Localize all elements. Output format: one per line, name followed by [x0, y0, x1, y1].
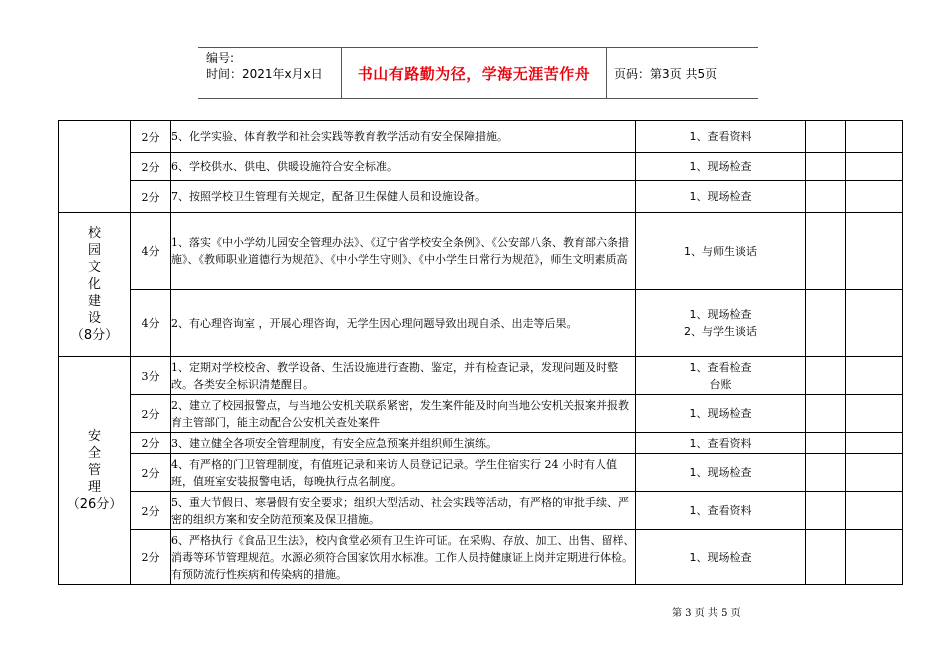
score-cell: 2分	[131, 121, 171, 153]
category-points: （8分）	[70, 328, 119, 343]
table-row	[59, 121, 903, 153]
document-time-label: 时间：2021年x月x日	[206, 67, 323, 81]
method-cell	[636, 153, 806, 181]
method-line: 1、现场检查	[689, 550, 752, 564]
method-line: 1、现场检查	[689, 160, 752, 173]
method-cell	[636, 121, 806, 153]
header-motto: 书山有路勤为径，学海无涯苦作舟	[357, 65, 591, 83]
category-char: 园	[87, 243, 101, 258]
category-char: 安	[87, 429, 101, 444]
method-cell	[636, 454, 806, 492]
page-footer: 第 3 页 共 5 页	[672, 608, 741, 619]
score-cell: 4分	[131, 290, 171, 357]
score-cell: 2分	[131, 454, 171, 492]
method-cell	[636, 357, 806, 395]
method-cell	[636, 492, 806, 530]
blank-cell	[846, 181, 903, 213]
category-char: 文	[87, 260, 101, 275]
blank-cell	[806, 454, 846, 492]
method-cell	[636, 433, 806, 454]
content-cell: 5、重大节假日、寒暑假有安全要求；组织大型活动、社会实践等活动，有严格的审批手续、严密的组织方案和安全防范预案及保卫措施。	[171, 492, 636, 530]
content-cell: 5、化学实验、体育教学和社会实践等教育教学活动有安全保障措施。	[171, 121, 636, 153]
content-cell: 4、有严格的门卫管理制度，有值班记录和来访人员登记记录。学生住宿实行 24 小时有人值班，值班室安装报警电话，每晚执行点名制度。	[171, 454, 636, 492]
blank-cell	[846, 433, 903, 454]
method-line: 1、查看资料	[689, 130, 752, 143]
category-char: 设	[87, 311, 101, 326]
blank-cell	[846, 290, 903, 357]
blank-cell	[846, 395, 903, 433]
header-divider	[606, 48, 607, 98]
content-cell: 3、建立健全各项安全管理制度，有安全应急预案并组织师生演练。	[171, 433, 636, 454]
header-meta	[206, 50, 323, 82]
category-char: 管	[87, 463, 101, 478]
table-row	[59, 181, 903, 213]
score-cell: 2分	[131, 153, 171, 181]
page-header	[198, 47, 758, 99]
score-cell: 2分	[131, 395, 171, 433]
category-char: 全	[87, 446, 101, 461]
score-cell: 2分	[131, 181, 171, 213]
blank-cell	[846, 153, 903, 181]
score-cell: 4分	[131, 213, 171, 290]
score-cell: 2分	[131, 530, 171, 585]
blank-cell	[806, 492, 846, 530]
method-line: 1、现场检查	[689, 407, 752, 420]
category-cell-empty	[59, 121, 131, 213]
score-cell: 2分	[131, 492, 171, 530]
method-cell	[636, 213, 806, 290]
blank-cell	[806, 121, 846, 153]
content-cell: 1、落实《中小学幼儿园安全管理办法》、《辽宁省学校安全条例》、《公安部八条、教育部六条措施》、《教师职业道德行为规范》、《中小学生守则》、《中小学生日常行为规范》，师生文明素质高	[171, 213, 636, 290]
content-cell: 1、定期对学校校舍、教学设备、生活设施进行查勘、鉴定，并有检查记录，发现问题及时整改。各类安全标识清楚醒目。	[171, 357, 636, 395]
category-char: 理	[87, 480, 101, 495]
table-row	[59, 530, 903, 585]
content-cell: 2、有心理咨询室 ，开展心理咨询，无学生因心理问题导致出现自杀、出走等后果。	[171, 290, 636, 357]
blank-cell	[846, 454, 903, 492]
method-line: 1、现场检查	[689, 308, 752, 321]
method-line: 2、与学生谈话	[684, 325, 757, 338]
document-number-label: 编号:	[206, 51, 235, 65]
header-page-code: 页码：第3页 共5页	[614, 67, 718, 81]
content-cell: 6、严格执行《食品卫生法》，校内食堂必须有卫生许可证。在采购、存放、加工、出售、留样、消毒等环节管理规范。水源必须符合国家饮用水标准。工作人员持健康证上岗并定期进行体检。有预防流行性疾病和传染病的措施。	[171, 530, 636, 585]
method-line: 台账	[709, 377, 732, 391]
method-line: 1、现场检查	[689, 190, 752, 203]
blank-cell	[846, 213, 903, 290]
score-cell: 2分	[131, 433, 171, 454]
table-row	[59, 153, 903, 181]
blank-cell	[806, 357, 846, 395]
category-char: 建	[87, 294, 101, 309]
category-char: 化	[87, 277, 101, 292]
table-row	[59, 492, 903, 530]
table-row	[59, 290, 903, 357]
blank-cell	[806, 213, 846, 290]
method-line: 1、查看资料	[689, 504, 752, 517]
score-cell: 3分	[131, 357, 171, 395]
table-row	[59, 433, 903, 454]
blank-cell	[806, 181, 846, 213]
category-char: 校	[87, 226, 101, 241]
content-cell: 6、学校供水、供电、供暖设施符合安全标准。	[171, 153, 636, 181]
method-cell	[636, 290, 806, 357]
category-cell-campus-culture	[59, 213, 131, 357]
blank-cell	[846, 530, 903, 585]
table-row	[59, 395, 903, 433]
evaluation-table	[58, 120, 903, 585]
table-row	[59, 357, 903, 395]
table-row	[59, 454, 903, 492]
table-row	[59, 213, 903, 290]
blank-cell	[806, 433, 846, 454]
method-line: 1、现场检查	[689, 466, 752, 479]
category-points: （26分）	[66, 497, 123, 512]
content-cell: 7、按照学校卫生管理有关规定，配备卫生保健人员和设施设备。	[171, 181, 636, 213]
blank-cell	[806, 395, 846, 433]
blank-cell	[846, 121, 903, 153]
blank-cell	[846, 357, 903, 395]
method-cell	[636, 181, 806, 213]
method-cell	[636, 530, 806, 585]
blank-cell	[806, 530, 846, 585]
blank-cell	[846, 492, 903, 530]
method-line: 1、查看资料	[689, 436, 752, 450]
blank-cell	[806, 290, 846, 357]
method-line: 1、查看检查	[689, 360, 752, 374]
content-cell: 2、建立了校园报警点，与当地公安机关联系紧密，发生案件能及时向当地公安机关报案并报教育主管部门，能主动配合公安机关查处案件	[171, 395, 636, 433]
method-line: 1、与师生谈话	[684, 244, 757, 258]
blank-cell	[806, 153, 846, 181]
method-cell	[636, 395, 806, 433]
category-cell-safety-management	[59, 357, 131, 585]
